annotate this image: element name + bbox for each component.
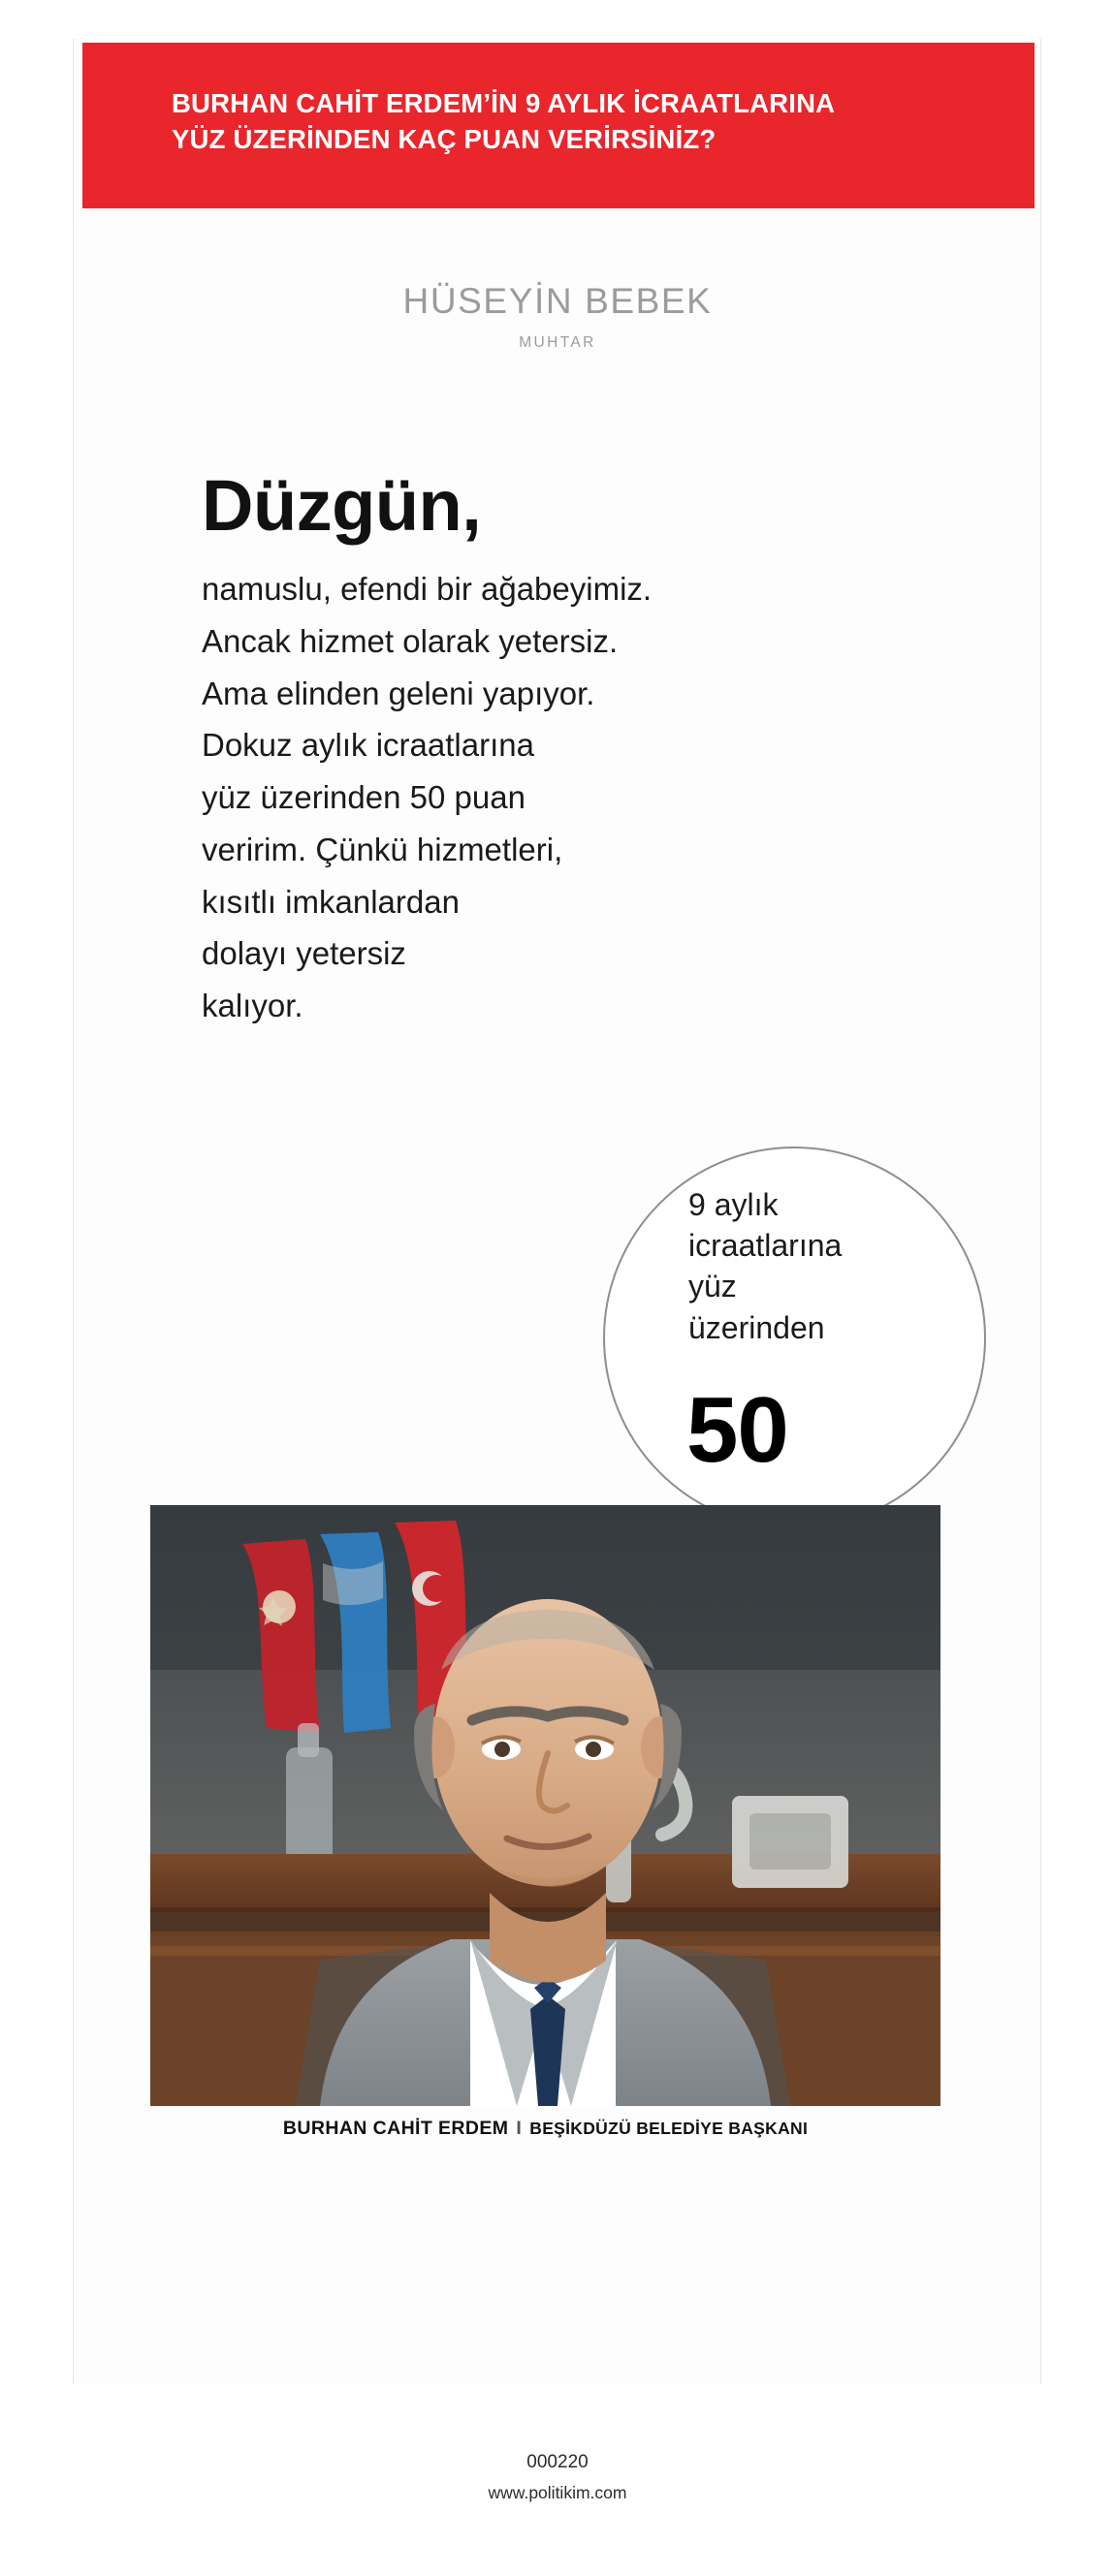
caption-name: BURHAN CAHİT ERDEM xyxy=(282,2118,509,2139)
quote-line: yüz üzerinden 50 puan xyxy=(202,779,526,816)
quote-line: kalıyor. xyxy=(202,988,303,1024)
respondent-name: HÜSEYİN BEBEK xyxy=(402,281,713,321)
quote-line: Ama elinden geleni yapıyor. xyxy=(202,675,595,711)
quote-line: dolayı yetersiz xyxy=(202,935,406,972)
score-badge-line: üzerinden xyxy=(688,1309,825,1345)
portrait-photo-graphic xyxy=(150,1505,940,2106)
respondent-role: MUHTAR xyxy=(519,334,596,351)
quote-line: Ancak hizmet olarak yetersiz. xyxy=(202,622,619,659)
card-right-edge xyxy=(1040,39,1041,2384)
header-question-line-1: BURHAN CAHİT ERDEM’İN 9 AYLIK İCRAATLARINA xyxy=(172,88,836,118)
score-badge-line: 9 aylık xyxy=(688,1187,779,1222)
quote-line: namuslu, efendi bir ağabeyimiz. xyxy=(202,571,653,607)
quote-line: Dokuz aylık icraatlarına xyxy=(202,727,534,764)
caption-separator: I xyxy=(516,2118,523,2139)
quote-lead: Düzgün, xyxy=(202,465,482,546)
portrait-photo xyxy=(150,1505,940,2106)
quote-line: kısıtlı imkanlardan xyxy=(202,883,460,920)
score-badge-line: icraatlarına xyxy=(688,1228,843,1264)
photo-caption xyxy=(150,2118,940,2140)
quote-block xyxy=(202,465,880,1032)
header-question-line-2: YÜZ ÜZERİNDEN KAÇ PUAN VERİRSİNİZ? xyxy=(172,124,717,155)
caption-title: BEŞİKDÜZÜ BELEDİYE BAŞKANI xyxy=(529,2119,809,2138)
header-banner xyxy=(82,43,1035,208)
quote-line: veririm. Çünkü hizmetleri, xyxy=(202,831,563,867)
card-left-edge xyxy=(73,39,74,2384)
footer-url[interactable]: www.politikim.com xyxy=(488,2483,627,2502)
score-badge-text xyxy=(688,1184,979,1348)
score-badge-line: yüz xyxy=(688,1269,737,1304)
footer-code: 000220 xyxy=(526,2452,589,2472)
score-value: 50 xyxy=(686,1378,788,1482)
